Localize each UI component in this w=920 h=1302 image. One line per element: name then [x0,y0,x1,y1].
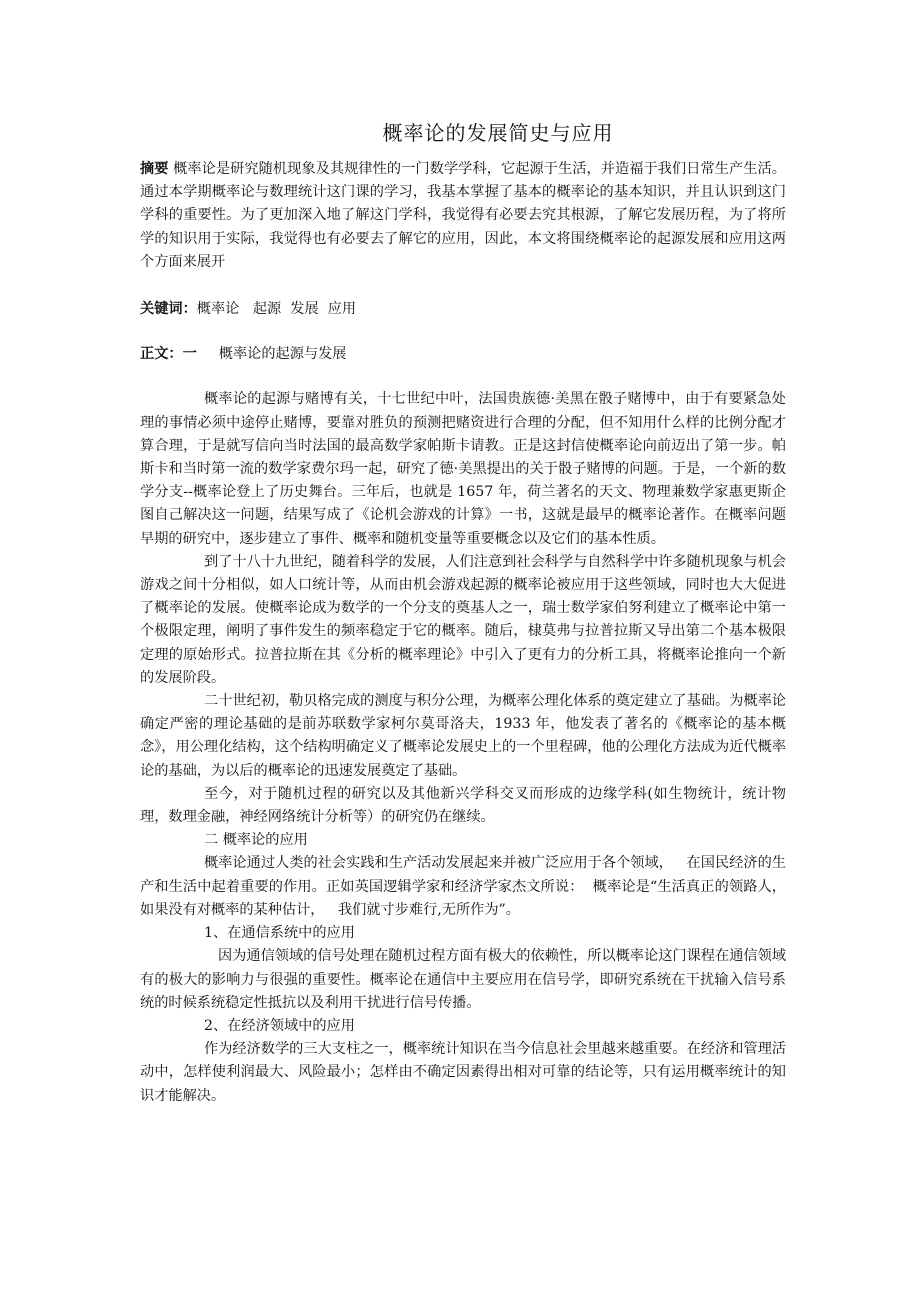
body-heading [140,343,786,366]
paragraph-origin: 概率论的起源与赌博有关，十七世纪中叶，法国贵族德·美黑在骰子赌博中，由于有要紧急处理的事情必须中途停止赌博，要靠对胜负的预测把赌资进行合理的分配，但不知用什么样的比例分配才算合理，于是就写信向当时法国的最高数学家帕斯卡请教。正是这封信使概率论向前迈出了第一步。帕斯卡和当时第一流的数学家费尔玛一起，研究了德·美黑提出的关于骰子赌博的问题。于是，一个新的数学分支--概率论登上了历史舞台。三年后，也就是 1657 年，荷兰著名的天文、物理兼数学家惠更斯企图自己解决这一问题，结果写成了《论机会游戏的计算》一书，这就是最早的概率论著作。在概率问题早期的研究中，逐步建立了事件、概率和随机变量等重要概念以及它们的基本性质。 [140,391,786,547]
keywords-line [140,298,786,321]
paragraph-18-19-century: 到了十八十九世纪，随着科学的发展，人们注意到社会科学与自然科学中许多随机现象与机会游戏之间十分相似，如人口统计等，从而由机会游戏起源的概率论被应用于这些领域，同时也大大促进了概率论的发展。使概率论成为数学的一个分支的奠基人之一，瑞士数学家伯努利建立了概率论中第一个极限定理，阐明了事件发生的频率稳定于它的概率。随后，棣莫弗与拉普拉斯又导出第二个基本极限定理的原始形式。拉普拉斯在其《分析的概率理论》中引入了更有力的分析工具，将概率论推向一个新的发展阶段。 [140,553,786,686]
body-heading-label: 正文： [140,346,183,363]
abstract-text: 概率论是研究随机现象及其规律性的一门数学学科，它起源于生活，并造福于我们日常生产生活。通过本学期概率论与数理统计这门课的学习，我基本掌握了基本的概率论的基本知识，并且认识到这门学科的重要性。为了更加深入地了解这门学科，我觉得有必要去究其根源，了解它发展历程，为了将所学的知识用于实际，我觉得也有必要去了解它的应用，因此，本文将围绕概率论的起源发展和应用这两个方面来展开 [140,161,786,270]
paragraph-20-century: 二十世纪初，勒贝格完成的测度与积分公理，为概率公理化体系的奠定建立了基础。为概率论确定严密的理论基础的是前苏联数学家柯尔莫哥洛夫，1933 年，他发表了著名的《概率论的基本概念》，用公理化结构，这个结构明确定义了概率论发展史上的一个里程碑，他的公理化方法成为近代概率论的基础，为以后的概率论的迅速发展奠定了基础。 [140,693,786,779]
body-heading-number: 一 [182,346,197,363]
subheading-economics: 2、在经济领域中的应用 [204,1017,355,1034]
paragraph-applications-intro: 概率论通过人类的社会实践和生产活动发展起来并被广泛应用于各个领域， 在国民经济的生产和生活中起着重要的作用。正如英国逻辑学家和经济学家杰文所说： 概率论是“生活真正的领路人， 如果没有对概率的某种估计， 我们就寸步难行,无所作为”。 [140,855,800,918]
keywords-text: 概率论 起源 发展 应用 [196,301,357,318]
abstract-label: 摘要 [140,161,169,177]
section-heading-applications: 二 概率论的应用 [204,832,308,849]
document-content [140,118,800,1108]
body-heading-text: 概率论的起源与发展 [218,346,347,363]
abstract-paragraph [140,158,786,274]
paragraph-communication: 因为通信领域的信号处理在随机过程方面有极大的依赖性，所以概率论这门课程在通信领域有的极大的影响力与很强的重要性。概率论在通信中主要应用在信号学，即研究系统在干扰输入信号系统的时候系统稳定性抵抗以及利用干扰进行信号传播。 [140,948,786,1011]
paragraph-today: 至今，对于随机过程的研究以及其他新兴学科交叉而形成的边缘学科(如生物统计，统计物理，数理金融，神经网络统计分析等）的研究仍在继续。 [140,785,786,826]
paragraph-economics: 作为经济数学的三大支柱之一，概率统计知识在当今信息社会里越来越重要。在经济和管理活动中，怎样使利润最大、风险最小；怎样由不确定因素得出相对可靠的结论等，只有运用概率统计的知识才能解决。 [140,1041,786,1104]
page-title: 概率论的发展简史与应用 [382,121,614,145]
keywords-label: 关键词： [140,301,197,318]
subheading-communication: 1、在通信系统中的应用 [204,925,355,942]
